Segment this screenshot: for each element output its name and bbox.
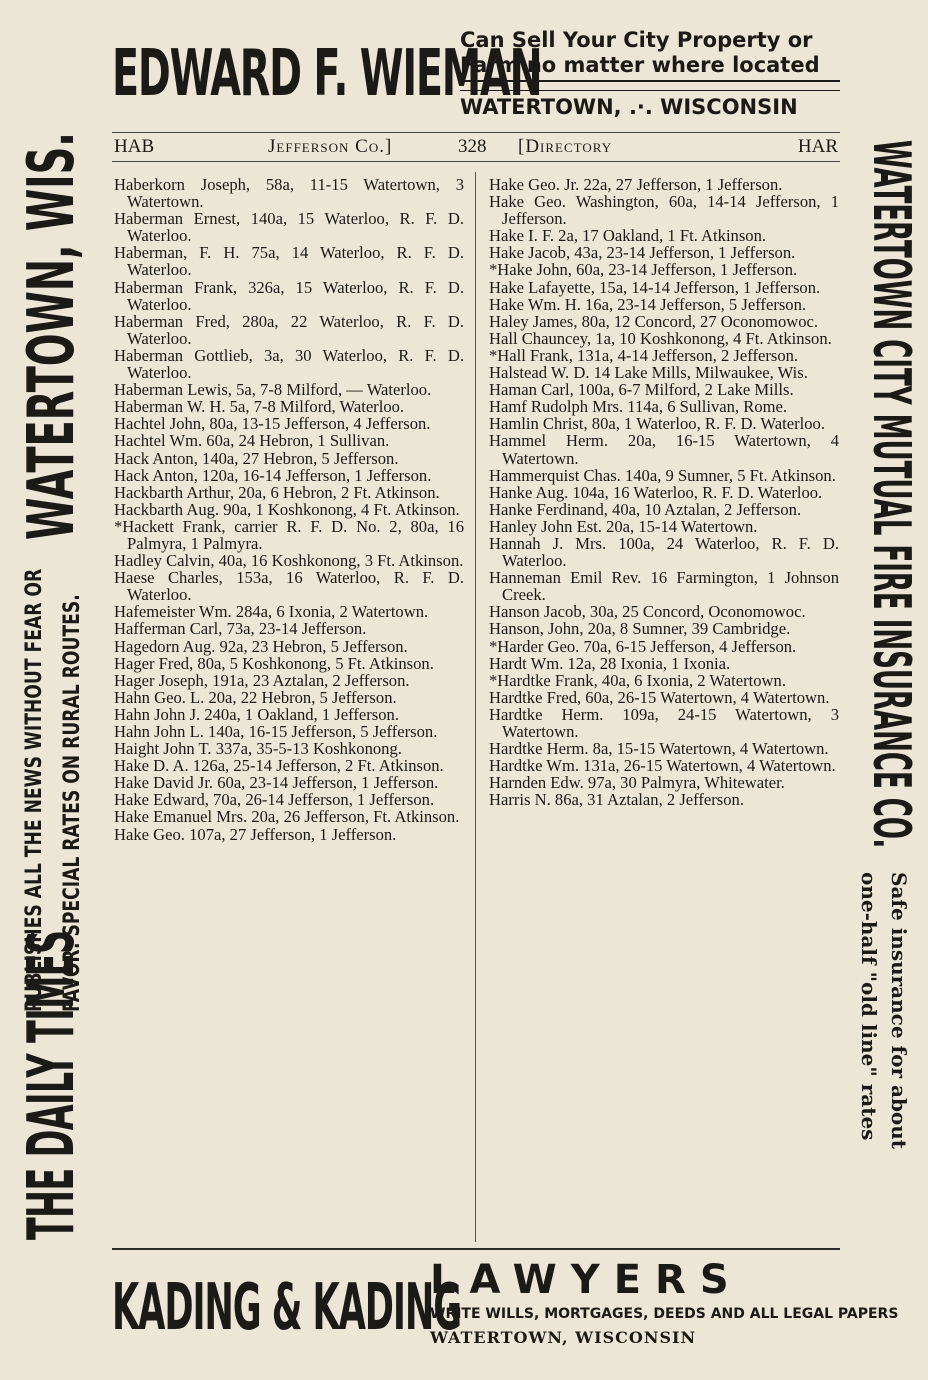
directory-entry: Hanson Jacob, 30a, 25 Concord, Oconomowoc. bbox=[489, 602, 806, 622]
directory-entry: Hardtke Herm. 109a, 24-15 Watertown, 3 Watertown. bbox=[489, 704, 839, 741]
advertiser-name: EDWARD F. WIEMAN bbox=[112, 37, 542, 111]
directory-entry: Hake Geo. Jr. 22a, 27 Jefferson, 1 Jefferson. bbox=[489, 175, 783, 194]
running-head-left: HAB bbox=[114, 136, 155, 157]
law-firm-city: WATERTOWN, WISCONSIN bbox=[430, 1328, 697, 1347]
insurance-tagline-line1: Safe insurance for about bbox=[887, 872, 911, 1150]
directory-entry: Hack Anton, 140a, 27 Hebron, 5 Jefferson. bbox=[114, 448, 399, 468]
directory-entry: Hardtke Herm. 8a, 15-15 Watertown, 4 Watertown. bbox=[489, 739, 829, 759]
directory-entry: Haberman Lewis, 5a, 7-8 Milford, — Waterloo. bbox=[114, 380, 432, 400]
directory-entry: Hake D. A. 126a, 25-14 Jefferson, 2 Ft. Atkinson. bbox=[114, 756, 444, 776]
bottom-divider bbox=[112, 1248, 840, 1250]
directory-entry: Hake I. F. 2a, 17 Oakland, 1 Ft. Atkinson. bbox=[489, 226, 767, 246]
running-head-county: Jefferson Co.] bbox=[268, 136, 393, 157]
advert-tagline-block bbox=[460, 28, 840, 123]
law-firm-details bbox=[430, 1257, 899, 1350]
newspaper-title: THE DAILY TIMES bbox=[15, 930, 89, 1240]
top-advertisement bbox=[112, 22, 840, 122]
directory-entry: Haight John T. 337a, 35-5-13 Koshkonong. bbox=[114, 739, 402, 759]
directory-entry: *Hardtke Frank, 40a, 6 Ixonia, 2 Watertown. bbox=[489, 670, 786, 690]
directory-entry: Hachtel Wm. 60a, 24 Hebron, 1 Sullivan. bbox=[114, 431, 390, 451]
directory-entry: Hackbarth Aug. 90a, 1 Koshkonong, 4 Ft. Atkinson. bbox=[114, 499, 460, 519]
directory-entry: Hake Emanuel Mrs. 20a, 26 Jefferson, Ft. Atkinson. bbox=[114, 807, 460, 827]
directory-entry: Hardtke Fred, 60a, 26-15 Watertown, 4 Watertown. bbox=[489, 687, 830, 707]
directory-entry: Hanley John Est. 20a, 15-14 Watertown. bbox=[489, 516, 758, 536]
directory-entry: Hall Chauncey, 1a, 10 Koshkonong, 4 Ft. Atkinson. bbox=[489, 328, 832, 348]
directory-entry: Halstead W. D. 14 Lake Mills, Milwaukee, Wis. bbox=[489, 363, 808, 383]
advert-city: WATERTOWN, .·. WISCONSIN bbox=[460, 90, 840, 123]
directory-entry: Hadley Calvin, 40a, 16 Koshkonong, 3 Ft. Atkinson. bbox=[114, 551, 464, 571]
running-head-right: HAR bbox=[797, 136, 838, 157]
directory-entry: Haberman W. H. 5a, 7-8 Milford, Waterloo. bbox=[114, 397, 405, 417]
running-head bbox=[112, 132, 840, 162]
directory-entry: Haley James, 80a, 12 Concord, 27 Oconomowoc. bbox=[489, 311, 819, 331]
directory-entry: Hammerquist Chas. 140a, 9 Sumner, 5 Ft. Atkinson. bbox=[489, 465, 836, 485]
directory-entry: Hake Jacob, 43a, 23-14 Jefferson, 1 Jefferson. bbox=[489, 243, 796, 263]
page-number: 328 bbox=[458, 136, 487, 157]
directory-entry: Hanneman Emil Rev. 16 Farmington, 1 Johnson Creek. bbox=[489, 568, 839, 605]
insurance-tagline bbox=[854, 872, 914, 1232]
directory-entry: *Hall Frank, 131a, 4-14 Jefferson, 2 Jefferson. bbox=[489, 345, 799, 365]
directory-entry: Hager Fred, 80a, 5 Koshkonong, 5 Ft. Atkinson. bbox=[114, 653, 434, 673]
directory-entry: Hammel Herm. 20a, 16-15 Watertown, 4 Watertown. bbox=[489, 431, 839, 468]
directory-entry: Hake Edward, 70a, 26-14 Jefferson, 1 Jefferson. bbox=[114, 790, 435, 810]
directory-entry: Hahn John L. 140a, 16-15 Jefferson, 5 Jefferson. bbox=[114, 722, 438, 741]
insurance-company-name: WATERTOWN CITY MUTUAL FIRE INSURANCE CO. bbox=[861, 140, 921, 849]
directory-entry: Hachtel John, 80a, 13-15 Jefferson, 4 Jefferson. bbox=[114, 414, 431, 434]
right-directory-column bbox=[489, 176, 839, 808]
directory-entry: Hake Wm. H. 16a, 23-14 Jefferson, 5 Jefferson. bbox=[489, 294, 807, 314]
directory-entry: Haman Carl, 100a, 6-7 Milford, 2 Lake Mills. bbox=[489, 380, 794, 400]
directory-entry: Hake David Jr. 60a, 23-14 Jefferson, 1 Jefferson. bbox=[114, 773, 439, 793]
directory-entry: Hardtke Wm. 131a, 26-15 Watertown, 4 Watertown. bbox=[489, 756, 836, 776]
directory-entry: Haberman, F. H. 75a, 14 Waterloo, R. F. D. Waterloo. bbox=[114, 243, 464, 280]
directory-entry: *Hackett Frank, carrier R. F. D. No. 2, 80a, 16 Palmyra, 1 Palmyra. bbox=[114, 516, 464, 553]
directory-entry: Hake Geo. Washington, 60a, 14-14 Jefferson, 1 Jefferson. bbox=[489, 192, 839, 229]
directory-entry: Harnden Edw. 97a, 30 Palmyra, Whitewater. bbox=[489, 773, 785, 793]
newspaper-tagline-line2: FAVOR. SPECIAL RATES ON RURAL ROUTES. bbox=[60, 594, 85, 1012]
directory-entry: *Hake John, 60a, 23-14 Jefferson, 1 Jefferson. bbox=[489, 260, 798, 280]
newspaper-tagline bbox=[16, 552, 92, 1012]
directory-entry: Hamf Rudolph Mrs. 114a, 6 Sullivan, Rome. bbox=[489, 397, 788, 417]
advert-tagline-line2: Farm no matter where located bbox=[460, 53, 840, 82]
column-divider bbox=[475, 172, 476, 1242]
directory-entry: Hafferman Carl, 73a, 23-14 Jefferson. bbox=[114, 619, 367, 639]
directory-entry: Haberman Frank, 326a, 15 Waterloo, R. F. D. Waterloo. bbox=[114, 277, 464, 314]
legal-services: WRITE WILLS, MORTGAGES, DEEDS AND ALL LEGAL PAPERS bbox=[430, 1306, 899, 1322]
left-side-advertisement bbox=[8, 120, 104, 1240]
newspaper-city: WATERTOWN, WIS. bbox=[15, 132, 89, 540]
directory-entry: Hager Joseph, 191a, 23 Aztalan, 2 Jefferson. bbox=[114, 670, 410, 690]
directory-entry: Hack Anton, 120a, 16-14 Jefferson, 1 Jefferson. bbox=[114, 465, 432, 485]
law-firm-name: KADING & KADING bbox=[112, 1271, 462, 1345]
directory-entry: *Harder Geo. 70a, 6-15 Jefferson, 4 Jefferson. bbox=[489, 636, 797, 656]
directory-entry: Hanke Ferdinand, 40a, 10 Aztalan, 2 Jefferson. bbox=[489, 499, 802, 519]
directory-entry: Hackbarth Arthur, 20a, 6 Hebron, 2 Ft. Atkinson. bbox=[114, 482, 440, 502]
directory-entry: Haberkorn Joseph, 58a, 11-15 Watertown, 3 Watertown. bbox=[114, 175, 464, 212]
directory-entry: Hagedorn Aug. 92a, 23 Hebron, 5 Jefferson. bbox=[114, 636, 408, 656]
directory-entry: Hake Lafayette, 15a, 14-14 Jefferson, 1 Jefferson. bbox=[489, 277, 821, 297]
running-head-directory: [Directory bbox=[518, 136, 613, 157]
directory-entry: Haberman Gottlieb, 3a, 30 Waterloo, R. F. D. Waterloo. bbox=[114, 345, 464, 383]
directory-entry: Hafemeister Wm. 284a, 6 Ixonia, 2 Watertown. bbox=[114, 602, 429, 622]
insurance-tagline-line2: one-half "old line" rates bbox=[857, 872, 881, 1141]
directory-entry: Hanson, John, 20a, 8 Sumner, 39 Cambridge. bbox=[489, 619, 791, 639]
directory-entry: Hanke Aug. 104a, 16 Waterloo, R. F. D. Waterloo. bbox=[489, 482, 823, 502]
directory-entry: Hannah J. Mrs. 100a, 24 Waterloo, R. F. D. Waterloo. bbox=[489, 533, 839, 571]
right-side-advertisement bbox=[836, 140, 928, 1240]
lawyers-heading: LAWYERS bbox=[430, 1257, 743, 1303]
directory-entry: Hardt Wm. 12a, 28 Ixonia, 1 Ixonia. bbox=[489, 653, 731, 673]
directory-entry: Hahn Geo. L. 20a, 22 Hebron, 5 Jefferson. bbox=[114, 687, 397, 707]
directory-entry: Hamlin Christ, 80a, 1 Waterloo, R. F. D. Waterloo. bbox=[489, 414, 825, 434]
directory-entry: Harris N. 86a, 31 Aztalan, 2 Jefferson. bbox=[489, 790, 744, 810]
advert-tagline-line1: Can Sell Your City Property or bbox=[460, 28, 813, 52]
left-directory-column bbox=[114, 176, 464, 843]
directory-entry: Haberman Ernest, 140a, 15 Waterloo, R. F. D. Waterloo. bbox=[114, 209, 464, 246]
directory-entry: Haese Charles, 153a, 16 Waterloo, R. F. D. Waterloo. bbox=[114, 568, 464, 605]
newspaper-tagline-line1: PUBLISHES ALL THE NEWS WITHOUT FEAR OR bbox=[22, 568, 47, 1012]
directory-entry: Hake Geo. 107a, 27 Jefferson, 1 Jefferson. bbox=[114, 824, 397, 844]
directory-entry: Haberman Fred, 280a, 22 Waterloo, R. F. D. Waterloo. bbox=[114, 311, 464, 348]
directory-entry: Hahn John J. 240a, 1 Oakland, 1 Jefferson. bbox=[114, 704, 399, 724]
